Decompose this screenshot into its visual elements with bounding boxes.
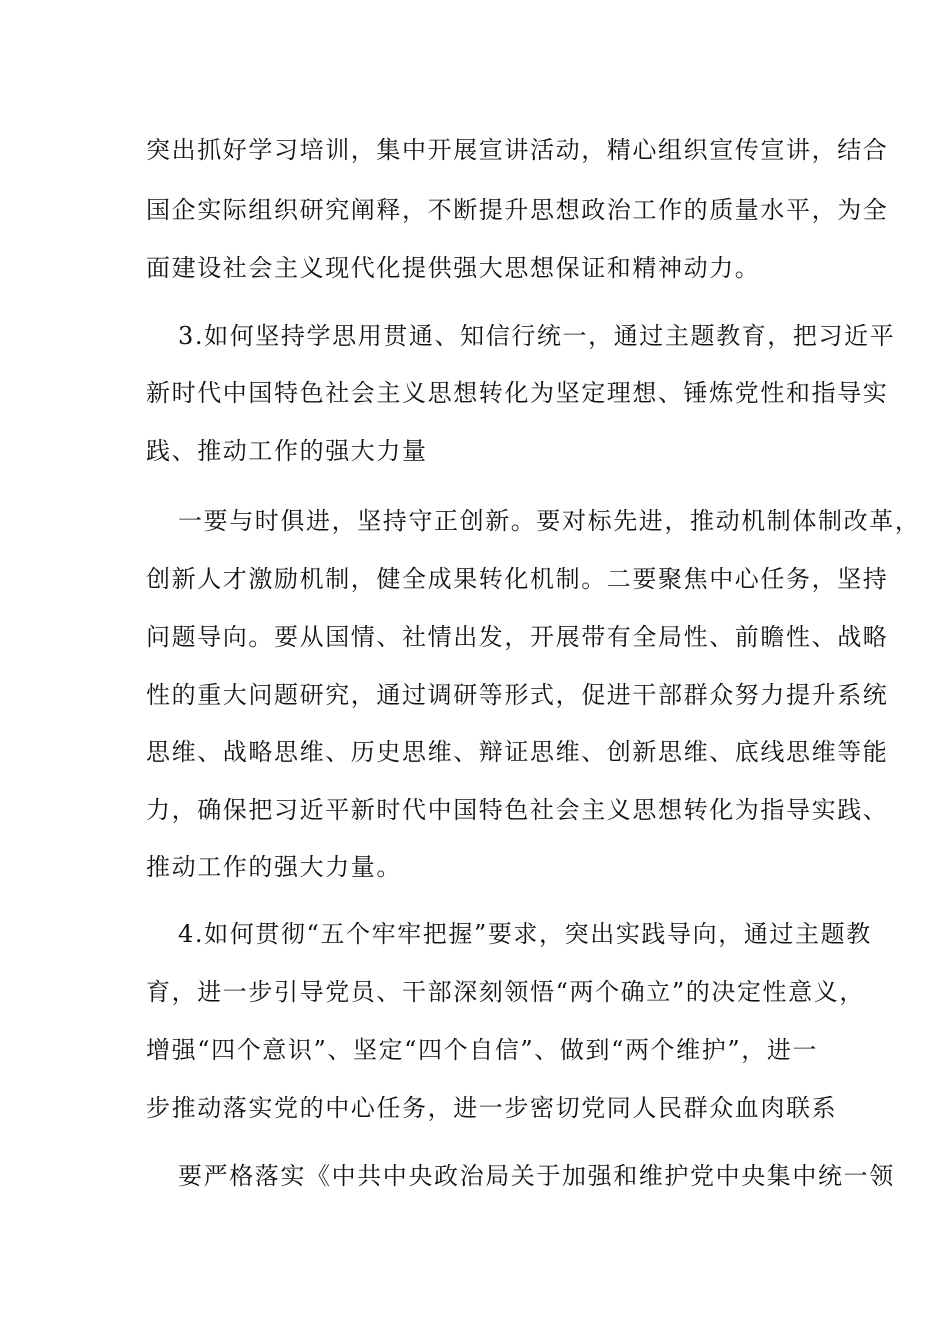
paragraph-line: 力，确保把习近平新时代中国特色社会主义思想转化为指导实践、 [146,796,889,824]
paragraph-line: 国企实际组织研究阐释，不断提升思想政治工作的质量水平，为全 [146,196,889,224]
paragraph-line: 一要与时俱进，坚持守正创新。要对标先进，推动机制体制改革， [178,507,921,535]
paragraph-line: 面建设社会主义现代化提供强大思想保证和精神动力。 [146,254,761,282]
section-heading-line: 步推动落实党的中心任务，进一步密切党同人民群众血肉联系 [146,1094,838,1122]
section-heading-line: 育，进一步引导党员、干部深刻领悟“两个确立”的决定性意义， [146,978,865,1006]
section-heading-line: 增强“四个意识”、坚定“四个自信”、做到“两个维护”，进一 [146,1036,819,1064]
section-heading-line: 践、推动工作的强大力量 [146,437,428,465]
section-heading-line: 新时代中国特色社会主义思想转化为坚定理想、锤炼党性和指导实 [146,379,889,407]
paragraph-line: 突出抓好学习培训，集中开展宣讲活动，精心组织宣传宣讲，结合 [146,136,889,164]
paragraph-line: 性的重大问题研究，通过调研等形式，促进干部群众努力提升系统 [146,681,889,709]
paragraph-line: 创新人才激励机制，健全成果转化机制。二要聚焦中心任务，坚持 [146,565,889,593]
section-heading-line: 4.如何贯彻“五个牢牢把握”要求，突出实践导向，通过主题教 [178,920,872,948]
paragraph-line: 思维、战略思维、历史思维、辩证思维、创新思维、底线思维等能 [146,738,889,766]
paragraph-line: 推动工作的强大力量。 [146,853,402,881]
section-heading-line: 3.如何坚持学思用贯通、知信行统一，通过主题教育，把习近平 [178,322,896,350]
paragraph-line: 问题导向。要从国情、社情出发，开展带有全局性、前瞻性、战略 [146,623,889,651]
paragraph-line: 要严格落实《中共中央政治局关于加强和维护党中央集中统一领 [178,1162,895,1190]
